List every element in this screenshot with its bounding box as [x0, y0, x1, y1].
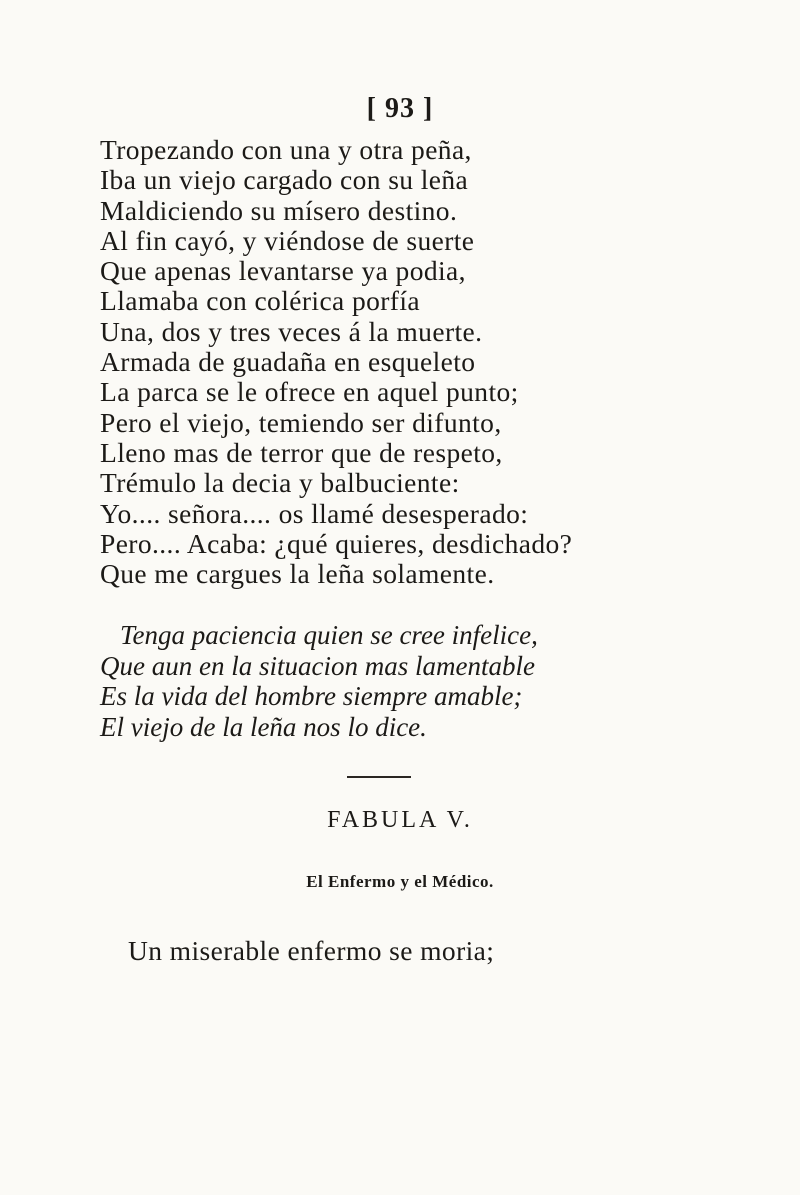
- verse-line: Yo.... señora.... os llamé desesperado:: [100, 497, 529, 529]
- verse-line: Al fin cayó, y viéndose de suerte: [100, 224, 475, 256]
- moral-line: Tenga paciencia quien se cree infelice,: [120, 620, 538, 650]
- verse-line: Trémulo la decia y balbuciente:: [100, 467, 460, 499]
- moral-line: Que aun en la situacion mas lamentable: [100, 650, 535, 681]
- moral-line: Es la vida del hombre siempre amable;: [100, 681, 523, 711]
- verse-line: Lleno mas de terror que de respeto,: [100, 436, 503, 468]
- page-number: [ 93 ]: [366, 93, 434, 124]
- verse-line: Pero.... Acaba: ¿qué quieres, desdichado?: [100, 527, 573, 559]
- fable-title: FABULA V.: [327, 807, 473, 833]
- verse-line: Pero el viejo, temiendo ser difunto,: [100, 406, 502, 438]
- verse-line: Una, dos y tres veces á la muerte.: [100, 315, 483, 347]
- verse-line: Que me cargues la leña solamente.: [100, 558, 495, 590]
- verse-line: Maldiciendo su mísero destino.: [100, 194, 458, 226]
- verse-line: La parca se le ofrece en aquel punto;: [100, 376, 519, 408]
- verse-line: Un miserable enfermo se moria;: [128, 935, 495, 966]
- moral-line: El viejo de la leña nos lo dice.: [100, 711, 427, 742]
- verse-line: Que apenas levantarse ya podia,: [100, 255, 466, 287]
- verse-block: [100, 135, 740, 589]
- moral-block: [100, 620, 740, 742]
- fable-subtitle: El Enfermo y el Médico.: [306, 872, 494, 891]
- verse-line: Tropezando con una y otra peña,: [100, 134, 472, 165]
- section-divider: [347, 776, 411, 778]
- verse-line: Llamaba con colérica porfía: [100, 285, 421, 317]
- verse-line: Armada de guadaña en esqueleto: [100, 346, 476, 378]
- verse-line: Iba un viejo cargado con su leña: [100, 164, 469, 196]
